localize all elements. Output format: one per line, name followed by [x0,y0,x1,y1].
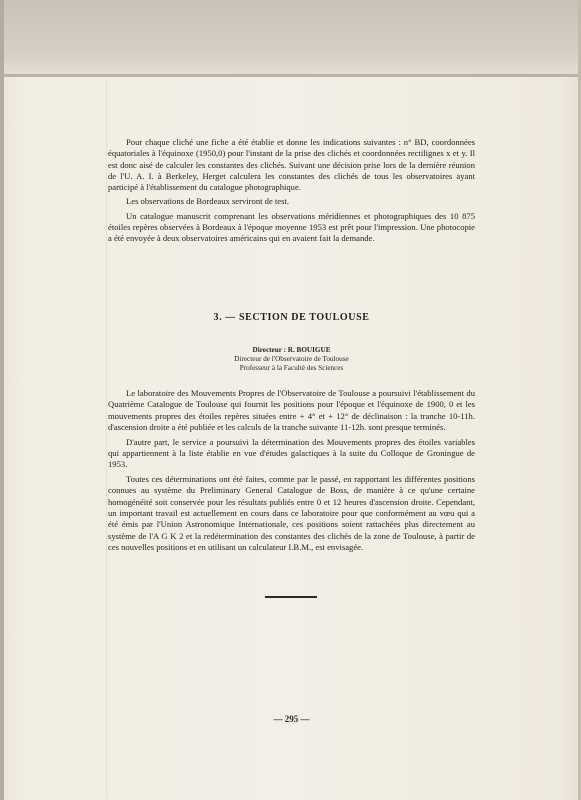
intro-paragraph: Pour chaque cliché une fiche a été établie et donne les indications suivantes : n° BD, coordonnées équatoriales à l'équinoxe (1950,0) pour l'instant de la prise des clichés et coordonnées rectilignes x et y. Il est donc aisé de calculer les constantes des clichés. Suivant une décision prise lors de la dernière réunion de l'U. A. I. à Berkeley, Herget calculera les constantes des clichés de tous les observatoires ayant participé à l'établissement du catalogue photographique. [108,137,475,193]
section-divider [265,596,317,598]
page-left-edge [0,0,4,800]
director-name: Directeur : R. BOUIGUE [252,346,331,354]
body-text-block [108,388,475,553]
body-paragraph: Le laboratoire des Mouvements Propres de l'Observatoire de Toulouse a poursuivi l'établissement du Quatrième Catalogue de Toulouse qui fournit les positions pour l'époque et l'équinoxe de 1900, 0 et les mouvements propres des étoiles repères situées entre + 4° et + 12° de déclinaison : la tranche 10-11h. d'ascension droite a été publiée et les calculs de la tranche suivante 11-12h. sont presque terminés. [108,388,475,432]
director-professor: Professeur à la Faculté des Sciences [239,364,344,372]
scanner-shadow [0,0,581,76]
page-number: — 295 — [273,714,310,724]
body-paragraph: D'autre part, le service a poursuivi la détermination des Mouvements propres des étoiles variables qui appartiennent à la liste établie en vue d'études galactiques à la suite du Colloque de Groningue de 1953. [108,436,475,470]
intro-text-block [108,137,475,245]
section-title: 3. — SECTION DE TOULOUSE [213,312,370,323]
body-paragraph: Toutes ces déterminations ont été faites, comme par le passé, en rapportant les différentes positions connues au système du Preliminary General Catalogue de Boss, de manière à ce qu'une certaine homogénéité soit conservée pour les résultats publiés entre 0 et 12 heures d'ascension droite. Cependant, un important travail est actuellement en cours dans ce laboratoire pour que conformément au vœu qui a été émis par l'Union Astronomique Internationale, ces positions soient rattachées plus directement au système de l'A G K 2 et la redétermination des constantes des clichés de la zone de Toulouse, à partir de ces nouvelles positions et en utilisant un calculateur I.B.M., est envisagée. [108,474,475,552]
intro-paragraph: Les observations de Bordeaux serviront de test. [126,196,290,207]
binding-crease [106,78,107,798]
intro-paragraph: Un catalogue manuscrit comprenant les observations méridiennes et photographiques des 10 875 étoiles repères observées à Bordeaux à l'époque moyenne 1953 est prêt pour l'impression. Une photocopie a été envoyée à deux observatoires américains qui en avaient fait la demande. [108,210,475,244]
director-role: Directeur de l'Observatoire de Toulouse [234,355,349,363]
page-top-edge [0,74,581,77]
